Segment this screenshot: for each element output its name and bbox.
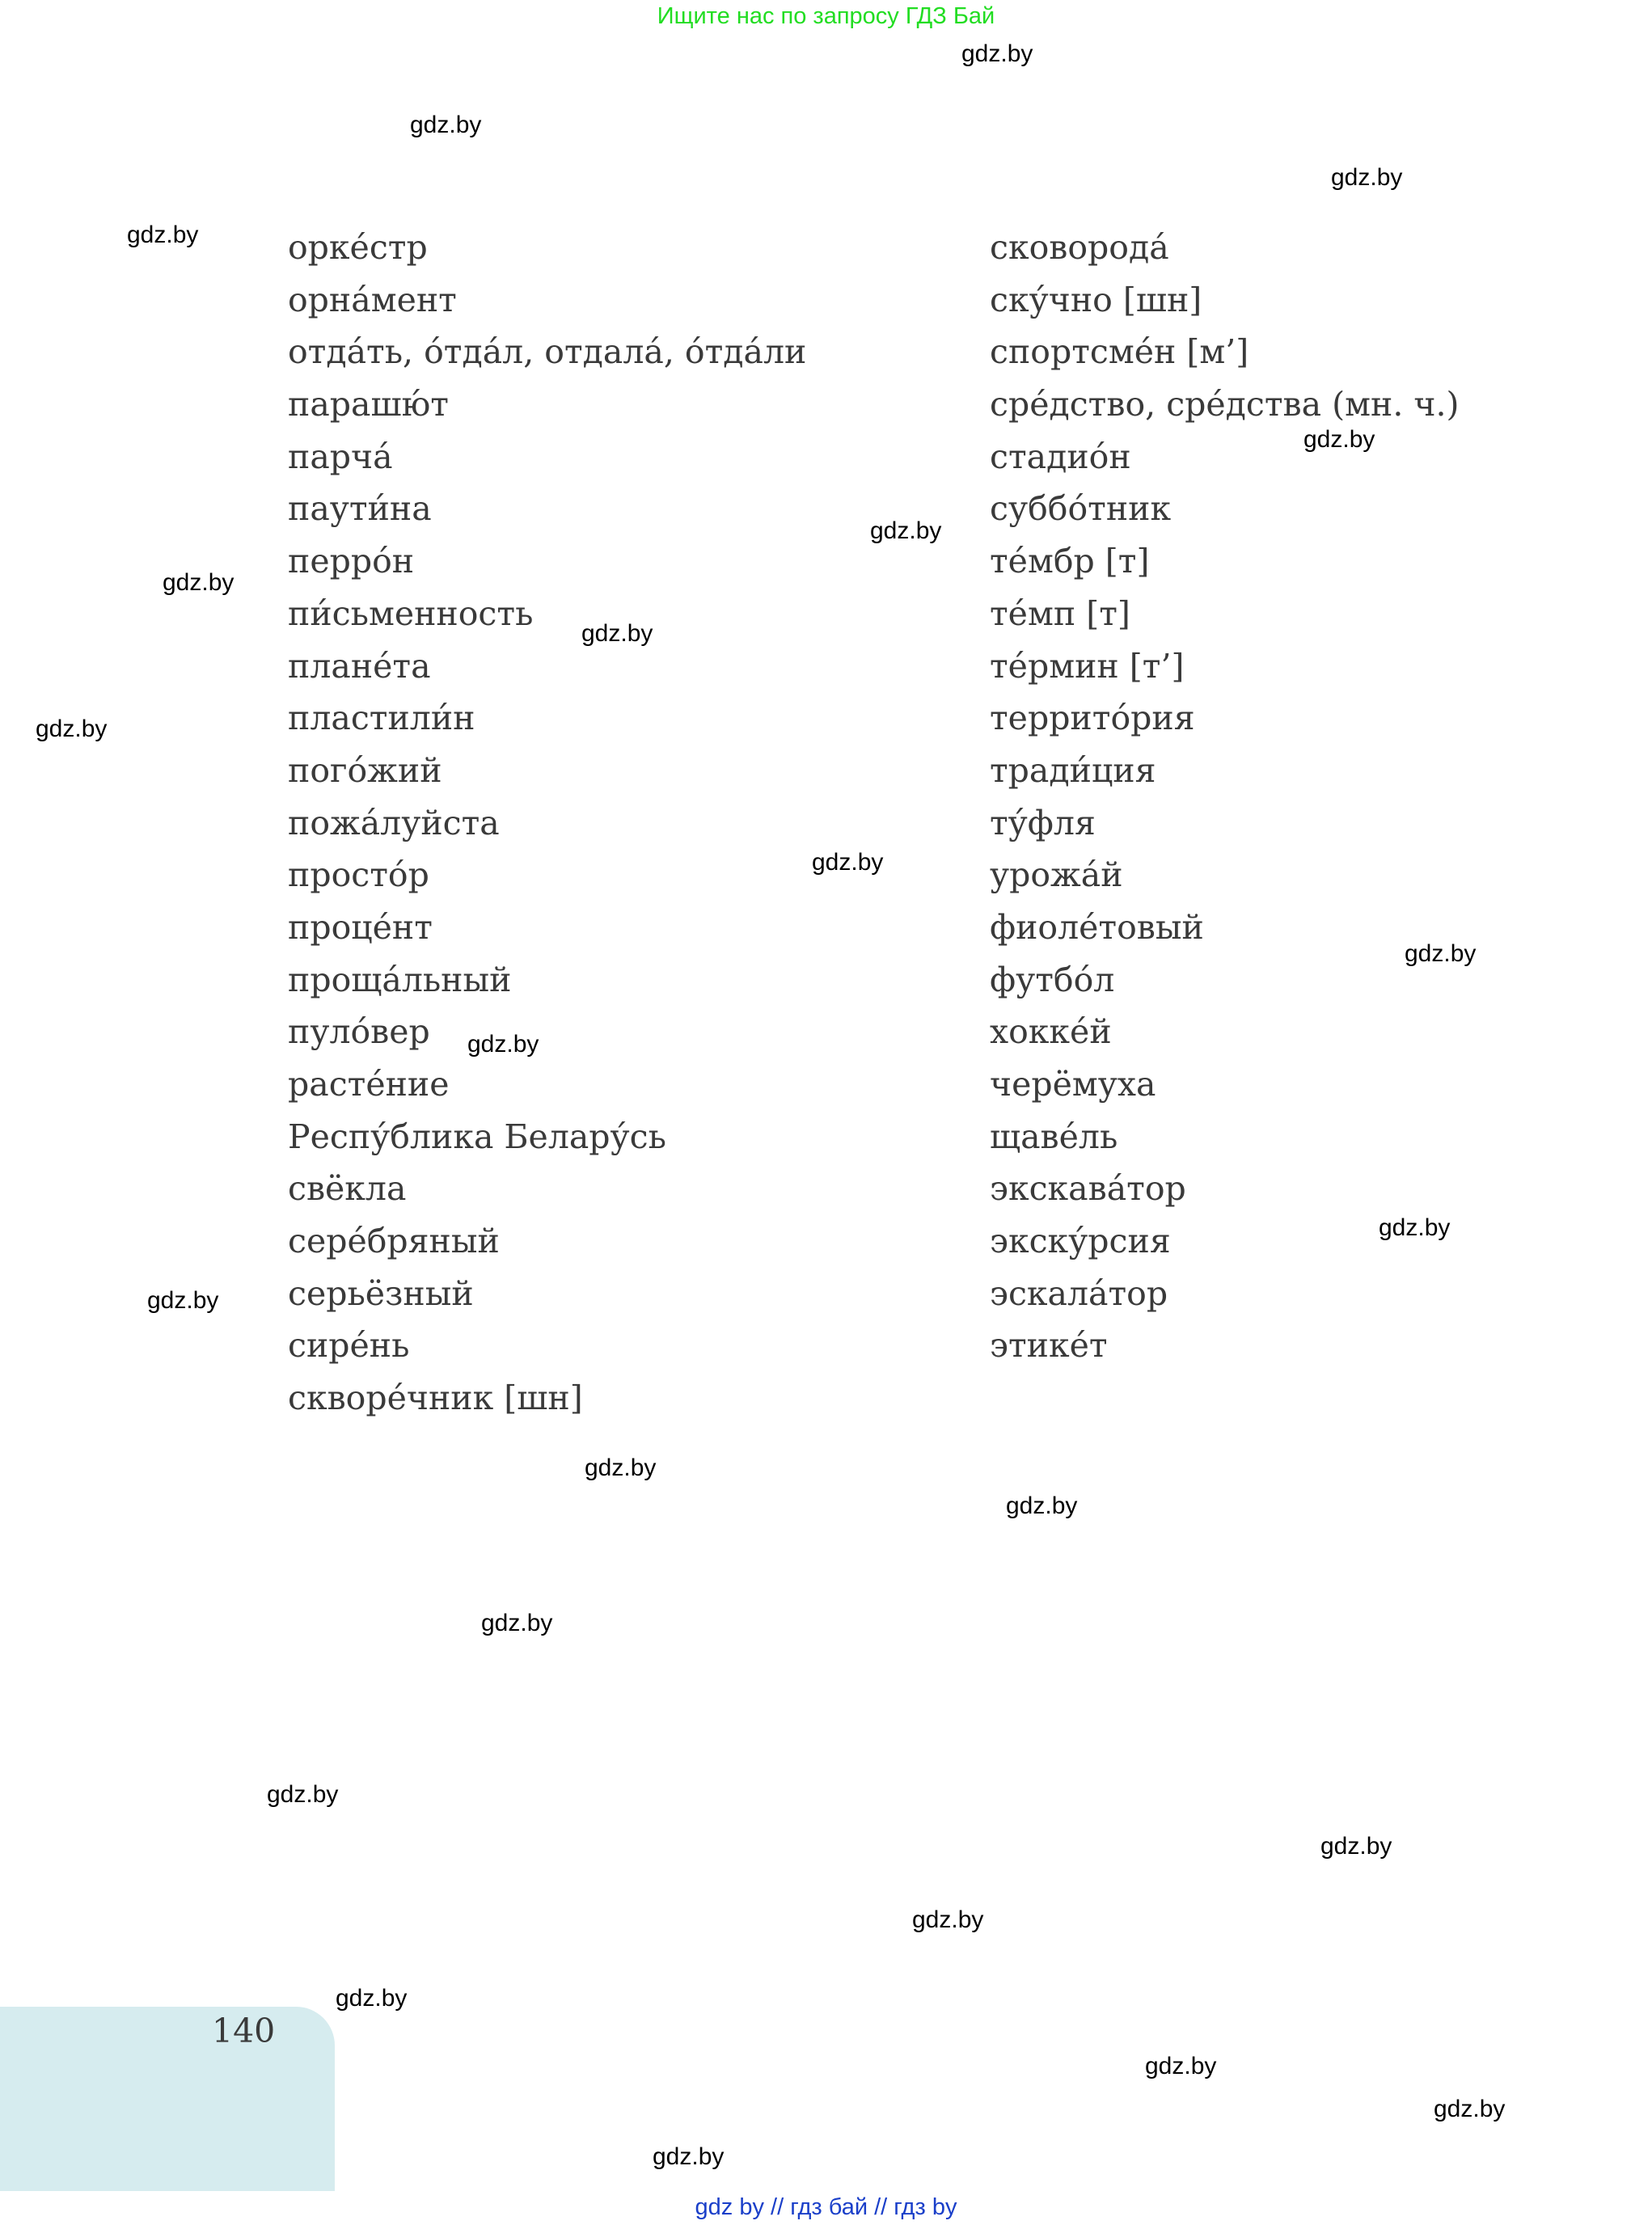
word-entry: скворе́чник [шн] (288, 1378, 583, 1418)
watermark: gdz.by (1303, 426, 1375, 453)
watermark: gdz.by (912, 1906, 984, 1933)
word-entry: суббо́тник (990, 489, 1172, 529)
word-entry: экскава́тор (990, 1169, 1186, 1209)
watermark: gdz.by (481, 1610, 553, 1636)
watermark: gdz.by (163, 569, 234, 596)
watermark: gdz.by (1405, 940, 1477, 967)
word-entry: те́рмин [т’] (990, 646, 1185, 686)
word-entry: сире́нь (288, 1326, 410, 1366)
watermark: gdz.by (870, 517, 942, 544)
word-entry: стадио́н (990, 437, 1131, 476)
word-entry: перро́н (288, 542, 415, 581)
word-entry: пластили́н (288, 699, 475, 738)
word-entry: щаве́ль (990, 1117, 1118, 1156)
word-entry: футбо́л (990, 960, 1115, 999)
word-entry: ску́чно [шн] (990, 280, 1202, 319)
watermark: gdz.by (127, 222, 199, 248)
word-entry: пого́жий (288, 750, 442, 790)
word-entry: расте́ние (288, 1065, 450, 1104)
word-entry: черёмуха (990, 1065, 1156, 1104)
watermark: gdz.by (36, 716, 108, 742)
watermark: gdz.by (336, 1985, 408, 2012)
word-entry: отда́ть, о́тда́л, отдала́, о́тда́ли (288, 332, 807, 372)
watermark: gdz.by (1379, 1214, 1451, 1241)
watermark: gdz.by (1331, 164, 1403, 191)
watermark: gdz.by (1320, 1833, 1392, 1860)
watermark: gdz.by (1006, 1492, 1078, 1519)
word-entry: те́мбр [т] (990, 542, 1150, 581)
word-entry: этике́т (990, 1326, 1108, 1366)
word-entry: орна́мент (288, 280, 457, 319)
word-entry: хокке́й (990, 1012, 1112, 1052)
word-entry: серьёзный (288, 1273, 474, 1313)
word-entry: сре́дство, сре́дства (мн. ч.) (990, 385, 1460, 424)
word-entry: эскала́тор (990, 1273, 1168, 1313)
word-entry: плане́та (288, 646, 431, 686)
word-entry: орке́стр (288, 228, 428, 267)
watermark: gdz.by (1434, 2096, 1506, 2122)
search-hint-banner: Ищите нас по запросу ГДЗ Бай (657, 3, 995, 29)
word-entry: пи́сьменность (288, 593, 534, 633)
word-entry: проща́льный (288, 960, 512, 999)
word-entry: просто́р (288, 855, 429, 895)
word-entry: свёкла (288, 1169, 407, 1209)
word-entry: сере́бряный (288, 1222, 500, 1261)
page-number: 140 (212, 2012, 276, 2050)
word-entry: паути́на (288, 489, 432, 529)
watermark: gdz.by (267, 1781, 339, 1808)
word-list-right (990, 222, 1460, 1372)
page-number-tab (0, 2007, 335, 2191)
watermark: gdz.by (653, 2143, 725, 2170)
word-entry: пуло́вер (288, 1012, 430, 1052)
footer-links: gdz by // гдз бай // гдз by (695, 2194, 957, 2220)
word-entry: проце́нт (288, 907, 433, 947)
watermark: gdz.by (812, 849, 884, 876)
word-entry: сковорода́ (990, 228, 1169, 267)
word-entry: урожа́й (990, 855, 1123, 895)
word-entry: тради́ция (990, 750, 1156, 790)
watermark: gdz.by (961, 40, 1033, 67)
word-entry: террито́рия (990, 699, 1195, 738)
word-entry: ту́фля (990, 803, 1096, 842)
watermark: gdz.by (581, 620, 653, 647)
watermark: gdz.by (585, 1454, 657, 1481)
word-entry: фиоле́товый (990, 907, 1204, 947)
word-entry: экску́рсия (990, 1222, 1171, 1261)
watermark: gdz.by (1145, 2053, 1217, 2079)
watermark: gdz.by (410, 112, 482, 138)
word-entry: парашю́т (288, 385, 449, 424)
word-entry: парча́ (288, 437, 393, 476)
word-entry: Респу́блика Белару́сь (288, 1117, 666, 1156)
word-entry: спортсме́н [м’] (990, 332, 1249, 372)
watermark: gdz.by (147, 1287, 219, 1314)
word-list-left (288, 222, 806, 1425)
word-entry: пожа́луйста (288, 803, 500, 842)
word-entry: те́мп [т] (990, 593, 1130, 633)
watermark: gdz.by (467, 1031, 539, 1058)
